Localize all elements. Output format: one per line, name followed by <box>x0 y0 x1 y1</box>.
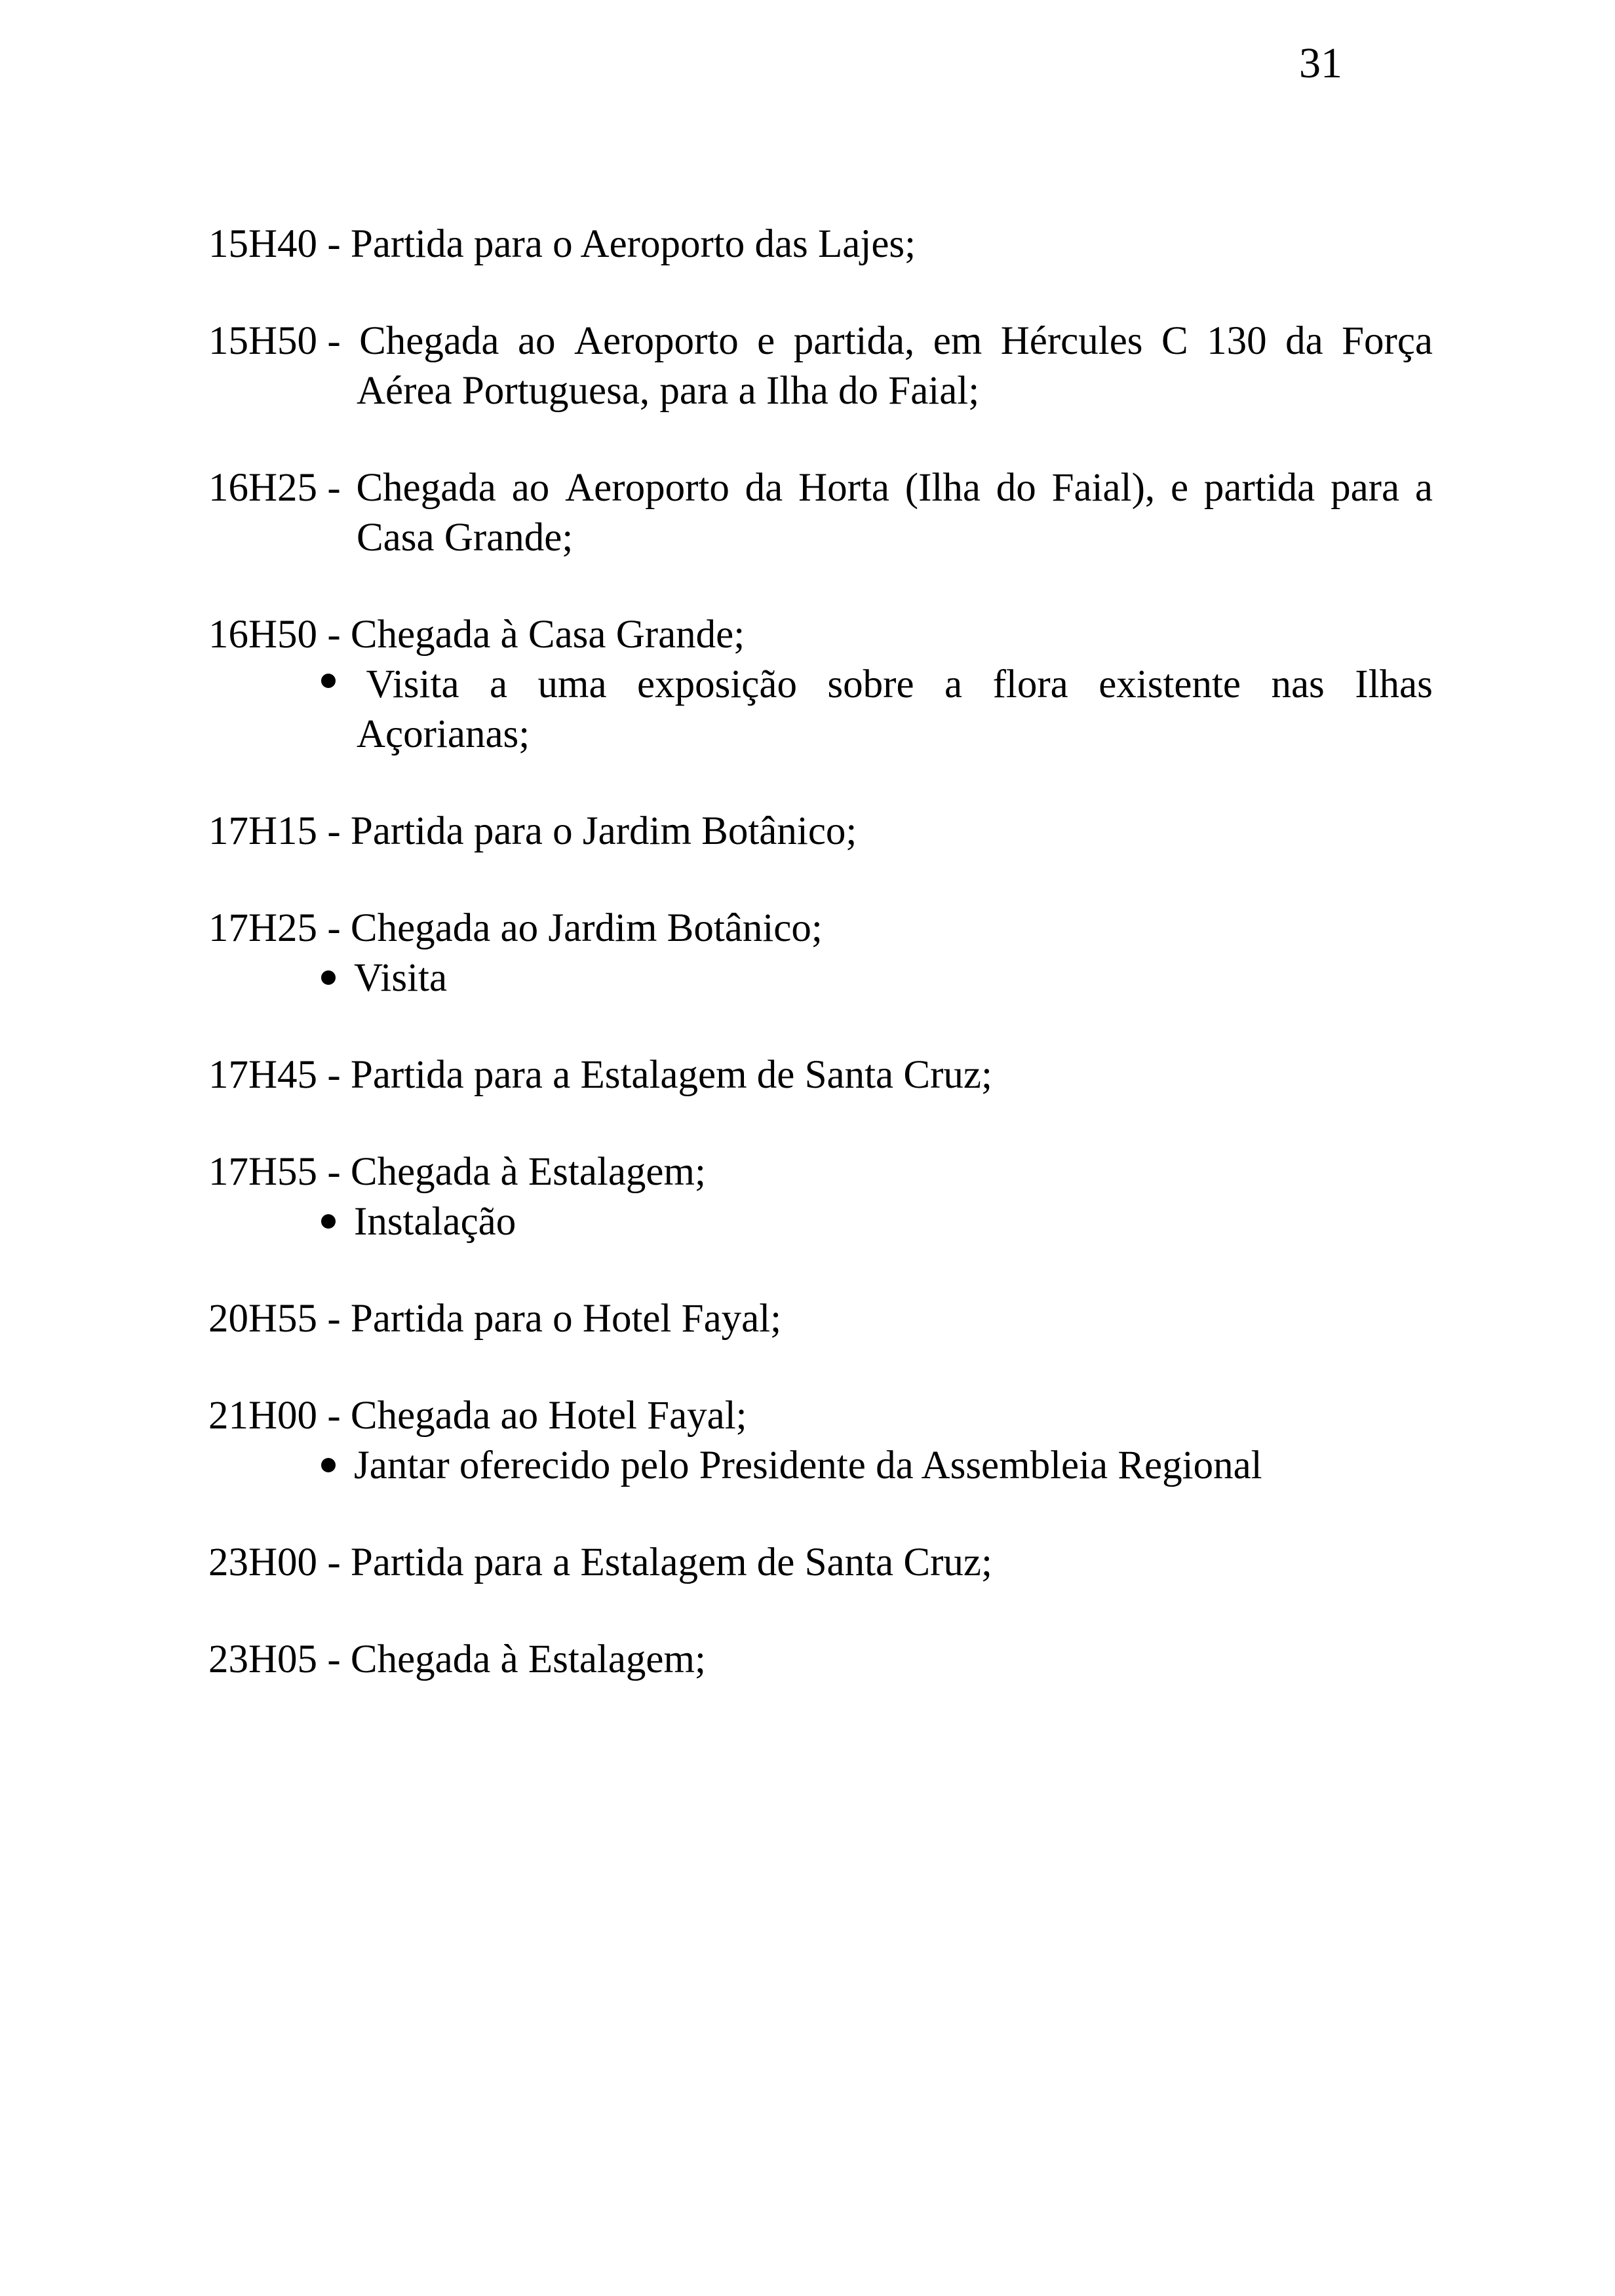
entry-time: 23H00 <box>208 1540 318 1584</box>
entry-text-continued: Casa Grande; <box>357 516 574 560</box>
entry-time: 15H50 - <box>208 319 341 363</box>
entry-text: Chegada ao Jardim Botânico; <box>350 906 823 950</box>
itinerary-entry: 20H55 - Partida para o Hotel Fayal; <box>208 1297 782 1341</box>
page-number: 31 <box>1299 39 1342 87</box>
entry-time: 21H00 <box>208 1394 318 1438</box>
entry-text: Partida para a Estalagem de Santa Cruz; <box>350 1053 992 1097</box>
itinerary-entry: 17H55 - Chegada à Estalagem; Instalação <box>208 1147 1433 1247</box>
itinerary-entry: 23H00 - Partida para a Estalagem de Santa Cruz; <box>208 1540 992 1584</box>
entry-time: 16H50 <box>208 613 318 657</box>
entry-line: 16H25 - Chegada ao Aeroporto da Horta (Ilha do Faial), e partida para a <box>208 463 1433 513</box>
entry-text: Partida para o Jardim Botânico; <box>350 809 857 853</box>
bullet-icon <box>321 674 336 688</box>
entry-text: Chegada à Casa Grande; <box>350 613 745 657</box>
itinerary-entry <box>208 316 1433 416</box>
entry-time: 16H25 - <box>208 466 341 510</box>
entry-time: 17H25 <box>208 906 318 950</box>
entry-text: Partida para o Aeroporto das Lajes; <box>350 222 916 266</box>
itinerary-entry: 17H45 - Partida para a Estalagem de Santa Cruz; <box>208 1053 992 1097</box>
itinerary-entry: 16H50 - Chegada à Casa Grande; Visita a uma exposição sobre a flora existente nas Ilhas Açorianas; <box>208 610 1433 759</box>
itinerary-entry: 21H00 - Chegada ao Hotel Fayal; Jantar oferecido pelo Presidente da Assembleia Regional <box>208 1391 1433 1491</box>
entry-time: 15H40 <box>208 222 318 266</box>
entry-text: Chegada à Estalagem; <box>350 1637 706 1681</box>
entry-time: 17H55 <box>208 1150 318 1194</box>
bullet-icon <box>321 970 336 985</box>
entry-bullet: Visita a uma exposição sobre a flora existente nas Ilhas <box>208 660 1433 710</box>
entry-line: 15H50 - Chegada ao Aeroporto e partida, em Hércules C 130 da Força <box>208 316 1433 366</box>
entry-text: Chegada ao Hotel Fayal; <box>350 1394 747 1438</box>
itinerary-entry: 17H15 - Partida para o Jardim Botânico; <box>208 809 857 853</box>
itinerary <box>208 220 1433 1732</box>
entry-text: Partida para a Estalagem de Santa Cruz; <box>350 1540 992 1584</box>
entry-time: 17H15 <box>208 809 318 853</box>
entry-text: Partida para o Hotel Fayal; <box>350 1297 782 1341</box>
entry-text-continued: Aérea Portuguesa, para a Ilha do Faial; <box>357 369 980 413</box>
itinerary-entry: 15H40 - Partida para o Aeroporto das Lajes; <box>208 222 916 266</box>
itinerary-entry: 23H05 - Chegada à Estalagem; <box>208 1637 706 1681</box>
entry-time: 17H45 <box>208 1053 318 1097</box>
entry-text: Chegada à Estalagem; <box>350 1150 706 1194</box>
entry-time: 20H55 <box>208 1297 318 1341</box>
itinerary-entry: 17H25 - Chegada ao Jardim Botânico; Visita <box>208 904 1433 1003</box>
entry-bullet: Jantar oferecido pelo Presidente da Assembleia Regional <box>208 1441 1433 1491</box>
entry-bullet: Visita <box>208 953 1433 1003</box>
entry-bullet-continued: Açorianas; <box>357 712 530 756</box>
bullet-icon <box>321 1214 336 1229</box>
entry-time: 23H05 <box>208 1637 318 1681</box>
itinerary-entry <box>208 463 1433 563</box>
bullet-icon <box>321 1458 336 1472</box>
entry-bullet: Instalação <box>208 1197 1433 1247</box>
